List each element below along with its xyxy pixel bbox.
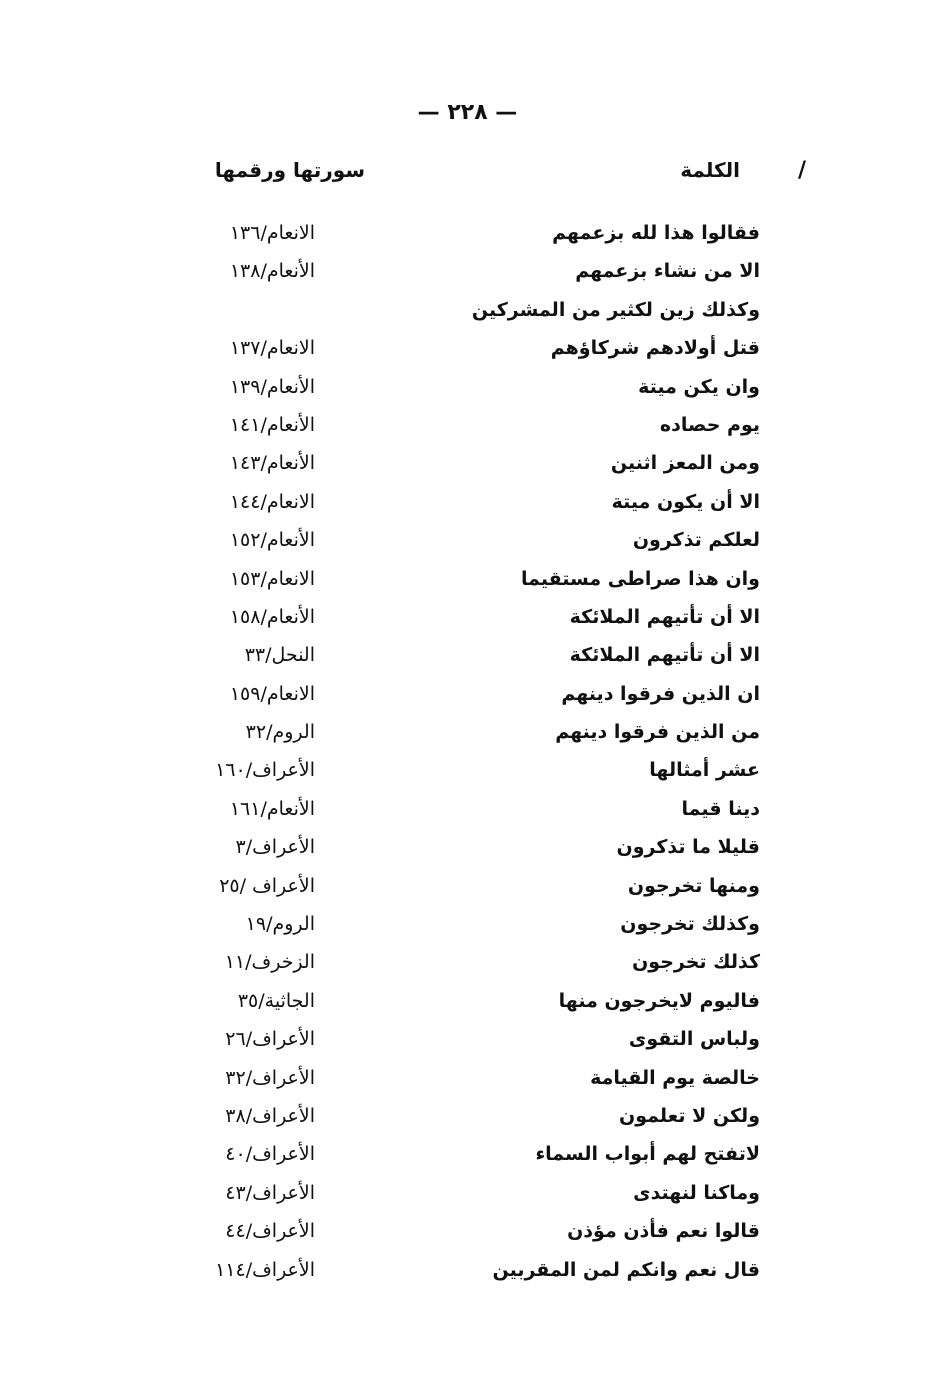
word-cell: وماكنا لنهتدى (633, 1181, 760, 1204)
word-cell: من الذين فرقوا دينهم (555, 721, 760, 744)
table-row (0, 256, 935, 294)
word-cell: ولباس التقوى (628, 1028, 760, 1051)
word-cell: ومن المعز اثنين (610, 452, 760, 475)
surah-cell: الانعام/١٥٣ (229, 567, 315, 590)
table-row (0, 602, 935, 640)
table-row (0, 794, 935, 832)
surah-cell: الانعام/١٥٩ (229, 682, 315, 705)
table-row (0, 1139, 935, 1177)
word-cell: يوم حصاده (659, 413, 760, 436)
word-cell: خالصة يوم القيامة (590, 1066, 760, 1089)
word-cell: عشر أمثالها (649, 759, 760, 782)
table-row (0, 717, 935, 755)
surah-cell: الانعام/١٤٤ (229, 490, 315, 513)
word-cell: ان الذين فرقوا دينهم (561, 682, 760, 705)
surah-cell: الأنعام/١٥٨ (229, 605, 315, 628)
table-row (0, 372, 935, 410)
surah-cell: الروم/٣٢ (245, 721, 315, 744)
surah-cell: الأعراف/٤٣ (225, 1181, 315, 1204)
word-cell: ومنها تخرجون (627, 874, 760, 897)
word-cell: لعلكم تذكرون (632, 529, 760, 552)
word-cell: قالوا نعم فأذن مؤذن (567, 1220, 760, 1243)
word-cell: الا أن تأتيهم الملائكة (569, 605, 760, 628)
table-row (0, 1216, 935, 1254)
surah-cell: الأعراف/٣ (235, 836, 315, 859)
word-cell: قتل أولادهم شركاؤهم (550, 337, 760, 360)
surah-cell: الأنعام/١٥٢ (229, 529, 315, 552)
table-row (0, 295, 935, 333)
surah-cell: الزخرف/١١ (224, 951, 315, 974)
table-row (0, 679, 935, 717)
table-row (0, 1063, 935, 1101)
table-row (0, 832, 935, 870)
surah-cell: الأعراف/١١٤ (215, 1258, 315, 1281)
surah-cell: النحل/٣٣ (244, 644, 315, 667)
table-row (0, 564, 935, 602)
surah-cell: الأعراف/٤٠ (225, 1143, 315, 1166)
surah-cell: الأعراف/٣٢ (225, 1066, 315, 1089)
table-row (0, 640, 935, 678)
table-row (0, 1024, 935, 1062)
surah-cell: الانعام/١٣٦ (229, 222, 315, 244)
table-row (0, 448, 935, 486)
surah-cell: الروم/١٩ (245, 913, 315, 936)
column-header-surah: سورتها ورقمها (214, 158, 365, 182)
surah-cell: الانعام/١٣٧ (229, 337, 315, 360)
word-cell: وان يكن ميتة (638, 375, 760, 398)
word-cell: وكذلك تخرجون (620, 913, 760, 936)
table-row (0, 487, 935, 525)
surah-cell: الأعراف/٣٨ (225, 1104, 315, 1127)
page-number: — ٢٢٨ — (417, 100, 518, 125)
table-row (0, 333, 935, 371)
surah-cell: الجاثية/٣٥ (237, 989, 315, 1012)
index-table (0, 218, 935, 1293)
word-cell: الا أن يكون ميتة (611, 490, 760, 513)
surah-cell: الأعراف/٤٤ (225, 1220, 315, 1243)
word-cell: فاليوم لايخرجون منها (558, 989, 760, 1012)
corner-mark: / (798, 158, 807, 183)
column-header-word: الكلمة (680, 158, 740, 182)
word-cell: ولكن لا تعلمون (619, 1104, 760, 1127)
word-cell: وان هذا صراطى مستقيما (520, 567, 760, 590)
surah-cell: الأعراف /٢٥ (219, 874, 315, 897)
word-cell: الا أن تأتيهم الملائكة (569, 644, 760, 667)
table-row (0, 525, 935, 563)
table-row (0, 218, 935, 256)
table-row (0, 1101, 935, 1139)
surah-cell: الأنعام/١٣٩ (229, 375, 315, 398)
surah-cell: الأعراف/١٦٠ (215, 759, 315, 782)
table-row (0, 947, 935, 985)
table-row (0, 986, 935, 1024)
table-row (0, 909, 935, 947)
word-cell: الا من نشاء بزعمهم (575, 260, 760, 283)
table-row (0, 1178, 935, 1216)
surah-cell: الأنعام/١٤٣ (229, 452, 315, 475)
table-row (0, 755, 935, 793)
surah-cell: الأنعام/١٣٨ (229, 260, 315, 283)
surah-cell: الأنعام/١٦١ (229, 797, 315, 820)
surah-cell: الأنعام/١٤١ (229, 413, 315, 436)
surah-cell: الأعراف/٢٦ (225, 1028, 315, 1051)
word-cell: لاتفتح لهم أبواب السماء (535, 1143, 760, 1166)
word-cell: وكذلك زين لكثير من المشركين (471, 298, 760, 321)
word-cell: قليلا ما تذكرون (616, 836, 760, 859)
table-row (0, 1255, 935, 1293)
table-row (0, 410, 935, 448)
word-cell: كذلك تخرجون (632, 951, 760, 974)
word-cell: فقالوا هذا لله بزعمهم (552, 222, 760, 244)
word-cell: قال نعم وانكم لمن المقربين (492, 1258, 760, 1281)
word-cell: دينا قيما (681, 797, 760, 820)
table-row (0, 871, 935, 909)
